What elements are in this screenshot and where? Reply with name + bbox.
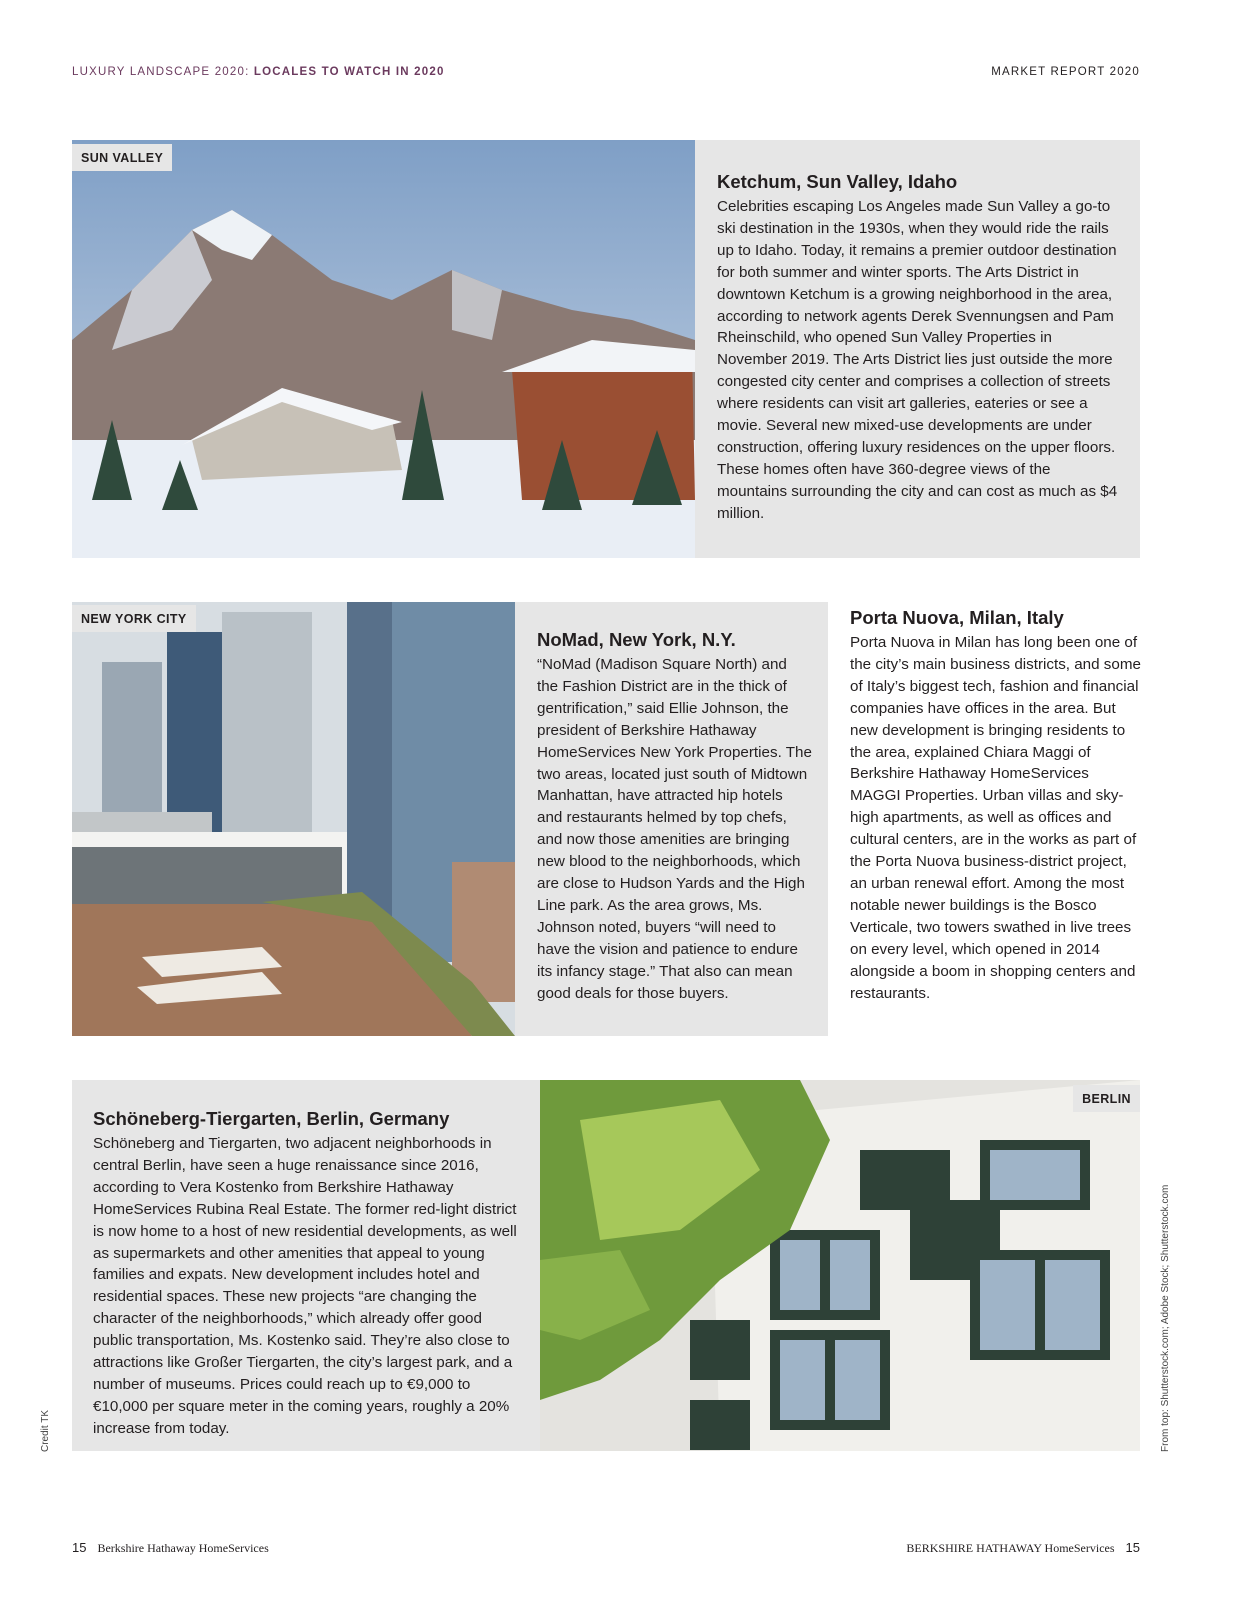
berlin-article <box>93 1107 521 1440</box>
new-york-title: NoMad, New York, N.Y. <box>537 629 736 650</box>
sun-valley-photo <box>72 140 695 558</box>
milan-title: Porta Nuova, Milan, Italy <box>850 607 1064 628</box>
photo-credit-left: Credit TK <box>40 1409 51 1452</box>
photo-credit-right: From top: Shutterstock.com; Adobe Stock; Shutterstock.com <box>1160 1184 1171 1452</box>
sun-valley-article <box>717 170 1122 525</box>
footer-brand-right: BERKSHIRE HATHAWAY HomeServices <box>906 1541 1115 1555</box>
berlin-tag: BERLIN <box>1073 1085 1140 1112</box>
milan-body: Porta Nuova in Milan has long been one of the city’s main business districts, and some of Italy’s biggest tech, fashion and financial companies have offices in the area. But new development is bringing residents to the area, explained Chiara Maggi of Berkshire Hathaway HomeServices MAGGI Properties. Urban villas and sky-high apartments, as well as offices and cultural centers, are in the works as part of the Porta Nuova business-district project, an urban renewal effort. Among the most notable newer buildings is the Bosco Verticale, two towers swathed in live trees on every level, which opened in 2014 alongside a boom in shopping centers and restaurants. <box>850 634 1141 1002</box>
new-york-photo <box>72 602 515 1036</box>
footer-left <box>72 1540 269 1556</box>
sun-valley-tag: SUN VALLEY <box>72 144 172 171</box>
footer-page-number-left: 15 <box>72 1540 87 1555</box>
berlin-photo <box>540 1080 1140 1451</box>
running-header <box>72 66 445 78</box>
new-york-tag: NEW YORK CITY <box>72 605 196 632</box>
header-section-title: LOCALES TO WATCH IN 2020 <box>253 66 445 78</box>
publication-label: MARKET REPORT 2020 <box>991 66 1140 78</box>
berlin-body: Schöneberg and Tiergarten, two adjacent neighborhoods in central Berlin, have seen a huge renaissance since 2016, according to Vera Kostenko from Berkshire Hathaway HomeServices Rubina Real Estate. The former red-light district is now home to a host of new residential developments, as well as supermarkets and other amenities that appeal to young families and expats. New development includes hotel and residential spaces. These new projects “are changing the character of the neighborhoods,” which already offer good public transportation, Ms. Kostenko said. They’re also close to attractions like Großer Tiergarten, the city’s largest park, and a number of museums. Prices could reach up to €9,000 to €10,000 per square meter in the coming years, roughly a 20% increase from today. <box>93 1135 517 1437</box>
new-york-article <box>537 628 812 1005</box>
berlin-title: Schöneberg-Tiergarten, Berlin, Germany <box>93 1108 450 1129</box>
new-york-body: “NoMad (Madison Square North) and the Fashion District are in the thick of gentrification,” said Ellie Johnson, the president of Berkshire Hathaway HomeServices New York Properties. The two areas, located just south of Midtown Manhattan, have attracted hip hotels and restaurants helmed by top chefs, and now those amenities are bringing new blood to the neighborhoods, which are close to Hudson Yards and the High Line park. As the area grows, Ms. Johnson noted, buyers “will need to have the vision and patience to endure its infancy stage.” That also can mean good deals for those buyers. <box>537 656 812 1002</box>
footer-page-number-right: 15 <box>1125 1540 1140 1555</box>
header-section-label: LUXURY LANDSCAPE 2020: <box>72 66 254 78</box>
sun-valley-body: Celebrities escaping Los Angeles made Sun Valley a go-to ski destination in the 1930s, when they would ride the rails up to Idaho. Today, it remains a premier outdoor destination for both summer and winter sports. The Arts District in downtown Ketchum is a growing neighborhood in the area, according to network agents Derek Svennungsen and Pam Rheinschild, who opened Sun Valley Properties in November 2019. The Arts District lies just outside the more congested city center and comprises a collection of streets where residents can visit art galleries, eateries or see a movie. Several new mixed-use developments are under construction, offering luxury residences on the upper floors. These homes often have 360-degree views of the mountains surrounding the city and can cost as much as $4 million. <box>717 198 1118 522</box>
footer-right <box>906 1540 1140 1556</box>
footer-brand-left: Berkshire Hathaway HomeServices <box>97 1541 269 1555</box>
sun-valley-title: Ketchum, Sun Valley, Idaho <box>717 171 958 192</box>
milan-article <box>850 606 1142 1004</box>
